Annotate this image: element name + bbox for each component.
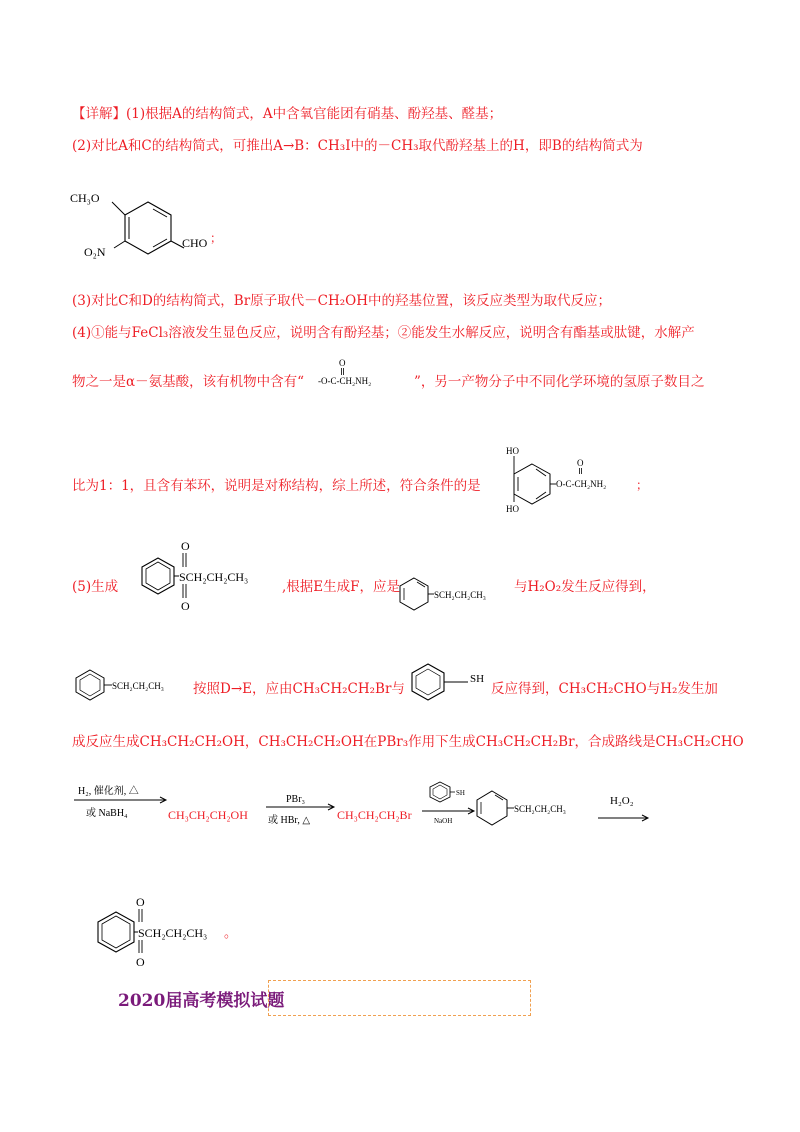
explain-p5-2: ,根据E生成F，应是: [282, 579, 401, 595]
route-prod3-chain: SCH₂CH₂CH₃: [514, 804, 566, 814]
route-prod2: CH₃CH₂CH₂Br: [337, 808, 412, 822]
arrow2-top: PBr₃: [286, 794, 306, 805]
explain-p4c: 比为1：1，且含有苯环，说明是对称结构，综上所述，符合条件的是: [72, 478, 481, 494]
explain-line-1: [72, 102, 502, 122]
ans-end-mark: ；: [636, 478, 649, 492]
thiol-structure: [402, 660, 492, 702]
fragment-chain: -O-C-CH₂NH₂: [318, 376, 372, 386]
sulfone-o-top: O: [181, 539, 190, 553]
footer-title: 2020届高考模拟试题: [118, 991, 285, 1011]
b-och3-label: CH₃O: [70, 191, 100, 205]
answer-structure-4: [496, 440, 649, 520]
final-sulfone-o-bottom: O: [136, 955, 145, 969]
explain-p6-1: 按照D→E，应由CH₃CH₂CH₂Br与: [193, 681, 405, 697]
thioether-chain-1: SCH₂CH₂CH₃: [434, 590, 486, 600]
sulfone-structure-final: [72, 896, 262, 976]
ans-ho-bottom: HO: [506, 504, 519, 514]
arrow1-top: H₂, 催化剂, △: [78, 786, 139, 797]
fragment-o: O: [339, 358, 346, 368]
explain-p5-3: 与H₂O₂发生反应得到，: [514, 579, 656, 595]
final-sulfone-o-top: O: [136, 895, 145, 909]
explain-p6-2: 反应得到，CH₃CH₂CHO与H₂发生加: [491, 681, 718, 697]
route-prod1: CH₃CH₂CH₂OH: [168, 808, 248, 822]
sulfone-structure-1: [120, 540, 280, 620]
b-cho-label: CHO: [182, 236, 208, 250]
explain-p4b-1: 物之一是α－氨基酸，该有机物中含有“: [72, 374, 305, 390]
b-no2-label: O₂N: [84, 245, 106, 259]
sulfone-chain: SCH₂CH₂CH₃: [179, 570, 249, 584]
explain-p1: (1)根据A的结构简式，A中含氧官能团有硝基、酚羟基、醛基；: [126, 106, 503, 122]
thioether-chain-2: SCH₂CH₂CH₃: [112, 681, 164, 691]
ans-o: O: [577, 458, 584, 468]
arrow3-sh: SH: [456, 789, 465, 797]
b-end-mark: ；: [210, 231, 223, 245]
explain-p4b-2: ”，另一产物分子中不同化学环境的氢原子数目之: [414, 374, 705, 390]
final-end-mark: 。: [224, 925, 238, 940]
synthesis-route: [72, 778, 652, 838]
sulfone-o-bottom: O: [181, 599, 190, 613]
ans-chain: O-C-CH₂NH₂: [556, 479, 607, 489]
arrow1-bottom: 或 NaBH₄: [86, 808, 128, 819]
explain-p7: 成反应生成CH₃CH₂CH₂OH，CH₃CH₂CH₂OH在PBr₃作用下生成CH₃CH₂CH₂Br，合成路线是CH₃CH₂CHO: [72, 734, 744, 750]
explain-tag: 【详解】: [72, 106, 126, 122]
explain-p5-1: (5)生成: [72, 579, 119, 595]
footer-dashed-box: [268, 980, 531, 1016]
explain-p3: (3)对比C和D的结构简式，Br原子取代－CH₂OH中的羟基位置，该反应类型为取代反应；: [72, 293, 612, 309]
thiol-sh: SH: [470, 673, 485, 685]
explain-p4a: (4)①能与FeCl₃溶液发生显色反应，说明含有酚羟基；②能发生水解反应，说明含有酯基或肽键，水解产: [72, 325, 695, 341]
final-sulfone-chain: SCH₂CH₂CH₃: [138, 926, 208, 940]
ester-fragment: [296, 356, 406, 390]
arrow2-bottom: 或 HBr, △: [268, 815, 311, 826]
arrow3-bottom: NaOH: [434, 817, 453, 825]
ans-ho-top: HO: [506, 446, 519, 456]
structure-b: [70, 180, 223, 265]
explain-p2: (2)对比A和C的结构简式，可推出A→B：CH₃I中的－CH₃取代酚羟基上的H，即B的结构简式为: [72, 138, 643, 154]
thioether-structure-2: [72, 664, 197, 704]
arrow4-top: H₂O₂: [610, 795, 634, 807]
thioether-structure-1: [394, 572, 514, 616]
